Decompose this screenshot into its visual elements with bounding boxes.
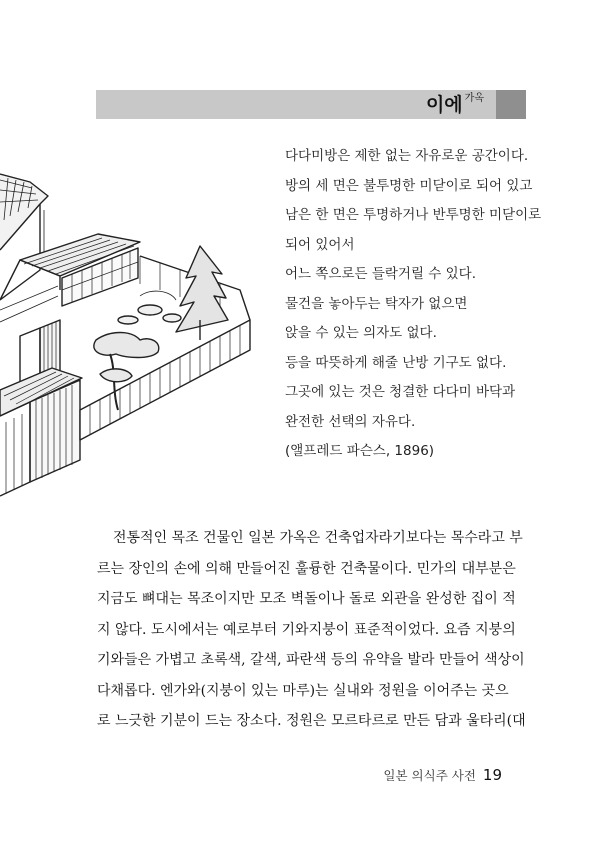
japanese-house-illustration bbox=[0, 160, 265, 520]
page-number: 19 bbox=[482, 766, 502, 784]
quote-line: 다다미방은 제한 없는 자유로운 공간이다. bbox=[285, 148, 529, 164]
body-line: 지금도 뼈대는 목조이지만 모조 벽돌이나 돌로 외관을 완성한 집이 적 bbox=[97, 591, 516, 607]
body-line: 로 느긋한 기분이 드는 장소다. 정원은 모르타르로 만든 담과 울타리(대 bbox=[97, 713, 526, 729]
chapter-title bbox=[426, 92, 484, 118]
page-footer bbox=[383, 766, 502, 788]
header-tab bbox=[496, 90, 526, 119]
body-line: 기와들은 가볍고 초록색, 갈색, 파란색 등의 유약을 발라 만들어 색상이 bbox=[97, 652, 525, 668]
chapter-title-reading: 가옥 bbox=[464, 93, 484, 104]
quote-line: 앉을 수 있는 의자도 없다. bbox=[285, 325, 437, 341]
quote-line: 방의 세 면은 불투명한 미닫이로 되어 있고 bbox=[285, 177, 533, 194]
body-line: 전통적인 목조 건물인 일본 가옥은 건축업자라기보다는 목수라고 부 bbox=[113, 530, 523, 546]
quote-line: 완전한 선택의 자유다. bbox=[285, 413, 416, 430]
book-title: 일본 의식주 사전 bbox=[383, 768, 476, 783]
quote-line: 어느 쪽으로든 들락거릴 수 있다. bbox=[285, 266, 476, 282]
quote-line: 물건을 놓아두는 탁자가 없으면 bbox=[285, 295, 468, 312]
quote-line: 그곳에 있는 것은 청결한 다다미 바닥과 bbox=[285, 384, 516, 400]
quote-block bbox=[285, 142, 585, 467]
quote-line: 등을 따뜻하게 해줄 난방 기구도 없다. bbox=[285, 354, 507, 371]
quote-line: 남은 한 면은 투명하거나 반투명한 미닫이로 bbox=[285, 207, 542, 223]
quote-attribution: (앨프레드 파슨스, 1896) bbox=[285, 443, 435, 459]
body-paragraph bbox=[97, 523, 527, 737]
body-line: 지 않다. 도시에서는 예로부터 기와지붕이 표준적이었다. 요즘 지붕의 bbox=[97, 621, 516, 638]
body-line: 르는 장인의 손에 의해 만들어진 훌륭한 건축물이다. 민가의 대부분은 bbox=[97, 560, 516, 577]
chapter-title-main: 이에 bbox=[425, 94, 463, 116]
body-line: 다채롭다. 엔가와(지붕이 있는 마루)는 실내와 정원을 이어주는 곳으 bbox=[97, 682, 509, 699]
quote-line: 되어 있어서 bbox=[285, 236, 355, 253]
